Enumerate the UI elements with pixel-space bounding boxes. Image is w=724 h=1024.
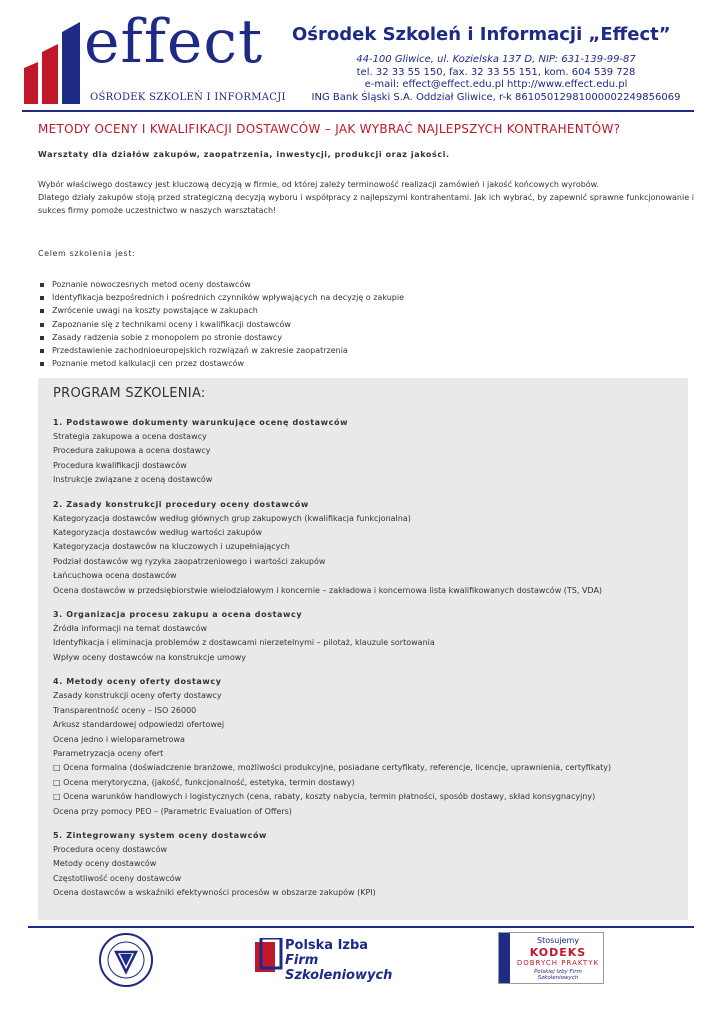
- program-section-line: Arkusz standardowej odpowiedzi ofertowej: [53, 720, 225, 730]
- program-section-line: Ocena przy pomocy PEO – (Parametric Evaluation of Offers): [53, 806, 292, 816]
- program-section-line: Metody oceny dostawców: [53, 859, 157, 869]
- goals-list: [38, 278, 404, 370]
- kodeks-line2: KODEKS: [529, 946, 587, 959]
- goals-heading: Celem szkolenia jest:: [38, 249, 136, 258]
- pifs-line1: Polska Izba: [285, 938, 369, 953]
- program-section-line: Parametryzacja oceny ofert: [53, 748, 164, 758]
- document-subtitle: Warsztaty dla działów zakupów, zaopatrzenia, inwestycji, produkcji oraz jakości.: [38, 150, 450, 159]
- intro-text: [38, 178, 694, 217]
- page-header: [0, 0, 724, 112]
- pifs-emblem-icon: [253, 938, 283, 978]
- program-section-line: □ Ocena warunków handlowych i logistycznych (cena, rabaty, koszty nabycia, termin płatności, sposób dostawy, skład konsygnacyjny): [53, 792, 596, 802]
- pifs-name: [285, 938, 423, 983]
- program-section-line: □ Ocena merytoryczna, (jakość, funkcjonalność, estetyka, termin dostawy): [53, 777, 355, 787]
- program-section: [53, 829, 683, 901]
- goal-item: Identyfikacja bezpośrednich i pośrednich czynników wpływających na decyzję o zakupie: [38, 291, 404, 304]
- program-section: [53, 498, 683, 598]
- program-section-line: Wpływ oceny dostawców na konstrukcje umowy: [53, 652, 246, 662]
- kodeks-line1: Stosujemy: [536, 936, 580, 945]
- program-section-line: Procedura oceny dostawców: [53, 844, 168, 854]
- pifs-line2: Firm Szkoleniowych: [285, 953, 393, 983]
- program-section-line: Procedura zakupowa a ocena dostawcy: [53, 446, 211, 456]
- program-section-line: Identyfikacja i eliminacja problemów z dostawcami nierzetelnymi – pilotaż, klauzule sortowania: [53, 638, 435, 648]
- effect-logo: [22, 7, 286, 108]
- program-section-line: Procedura kwalifikacji dostawców: [53, 460, 187, 470]
- program-section-line: Łańcuchowa ocena dostawców: [53, 571, 177, 581]
- goal-item: Zasady radzenia sobie z monopolem po stronie dostawcy: [38, 331, 404, 344]
- goal-item: Zwrócenie uwagi na koszty powstające w zakupach: [38, 304, 404, 317]
- program-title: PROGRAM SZKOLENIA:: [53, 386, 206, 401]
- udt-cert-seal-icon: [98, 932, 154, 988]
- pifs-logo: [253, 936, 423, 983]
- header-divider: [22, 110, 694, 112]
- program-section-line: Transparentność oceny – ISO 26000: [53, 705, 197, 715]
- goal-item: Zapoznanie się z technikami oceny i kwalifikacji dostawców: [38, 318, 404, 331]
- program-section-line: Częstotliwość oceny dostawców: [53, 873, 182, 883]
- organization-info: [296, 54, 696, 104]
- program-section-heading: 1. Podstawowe dokumenty warunkujące ocenę dostawców: [53, 418, 349, 427]
- program-sections: [53, 416, 683, 911]
- program-section-line: Kategoryzacja dostawców według wartości zakupów: [53, 528, 263, 538]
- document-title: METODY OCENY I KWALIFIKACJI DOSTAWCÓW – JAK WYBRAĆ NAJLEPSZYCH KONTRAHENTÓW?: [38, 122, 621, 136]
- logo-bars-icon: [22, 22, 92, 104]
- org-bank: ING Bank Śląski S.A. Oddział Gliwice, r-k 86105012981000002249856069: [311, 91, 681, 103]
- program-section: [53, 675, 683, 819]
- intro-paragraph: Wybór właściwego dostawcy jest kluczową decyzją w firmie, od której zależy terminowość realizacji zamówień i jakość końcowych wyrobów.: [38, 180, 600, 189]
- goal-item: Przedstawienie zachodnioeuropejskich rozwiązań w zakresie zaopatrzenia: [38, 344, 404, 357]
- program-section-line: Zasady konstrukcji oceny oferty dostawcy: [53, 691, 222, 701]
- program-section-line: Źródła informacji na temat dostawców: [53, 624, 208, 634]
- program-section-line: Strategia zakupowa a ocena dostawcy: [53, 432, 207, 441]
- program-box: [38, 378, 688, 920]
- program-section-heading: 5. Zintegrowany system oceny dostawców: [53, 830, 268, 840]
- program-section-heading: 4. Metody oceny oferty dostawcy: [53, 677, 222, 687]
- program-section-line: Ocena jedno i wieloparametrowa: [53, 734, 185, 744]
- program-section-line: Podział dostawców wg ryzyka zaopatrzeniowego i wartości zakupów: [53, 556, 326, 566]
- program-section-line: Ocena dostawców a wskaźniki efektywności procesów w obszarze zakupów (KPI): [53, 888, 376, 898]
- org-contact: e-mail: effect@effect.edu.pl http://www.effect.edu.pl: [364, 79, 628, 90]
- goal-item: Poznanie nowoczesnych metod oceny dostawców: [38, 278, 404, 291]
- org-address: 44-100 Gliwice, ul. Kozielska 137 D, NIP: 631-139-99-87: [356, 54, 636, 65]
- org-phone: tel. 32 33 55 150, fax. 32 33 55 151, kom. 604 539 728: [356, 66, 636, 78]
- program-section: [53, 608, 683, 665]
- goal-item: Poznanie metod kalkulacji cen przez dostawców: [38, 357, 404, 370]
- program-section-line: Ocena dostawców w przedsiębiorstwie wielodziałowym i koncernie – zakładowa i koncernowa lista kwalifikowanych dostawców (TS, VDA): [53, 585, 603, 595]
- program-section-line: □ Ocena formalna (doświadczenie branżowe, możliwości produkcyjne, posiadane certyfikaty, referencje, licencje, uprawnienia, certyfikaty): [53, 763, 612, 773]
- intro-paragraph: Dlatego działy zakupów stoją przed strategiczną decyzją wyboru i współpracy z najlepszymi kontrahentami. Jak ich wybrać, by zapewnić sprawne funkcjonowanie i sukces firmy pomoże uczestnictwo w naszych warsztatach!: [38, 193, 694, 215]
- program-section-heading: 3. Organizacja procesu zakupu a ocena dostawcy: [53, 610, 303, 620]
- kodeks-line3: DOBRYCH PRAKTYK: [516, 959, 600, 967]
- program-section-heading: 2. Zasady konstrukcji procedury oceny dostawców: [53, 499, 309, 509]
- program-section-line: Instrukcje związane z oceną dostawców: [53, 475, 213, 485]
- logo-wordmark: effect: [84, 7, 264, 77]
- program-section: [53, 416, 683, 488]
- kodeks-side-stripe: [499, 933, 510, 983]
- kodeks-badge: [498, 932, 604, 984]
- program-section-line: Kategoryzacja dostawców na kluczowych i uzupełniających: [53, 542, 290, 552]
- kodeks-line4: Polskiej Izby Firm Szkoleniowych: [534, 969, 582, 981]
- footer-divider: [28, 926, 694, 928]
- logo-subtitle: OŚRODEK SZKOLEŃ I INFORMACJI: [90, 92, 286, 103]
- program-section-line: Kategoryzacja dostawców według głównych grup zakupowych (kwalifikacja funkcjonalna): [53, 513, 411, 523]
- organization-title: Ośrodek Szkoleń i Informacji „Effect”: [292, 24, 671, 45]
